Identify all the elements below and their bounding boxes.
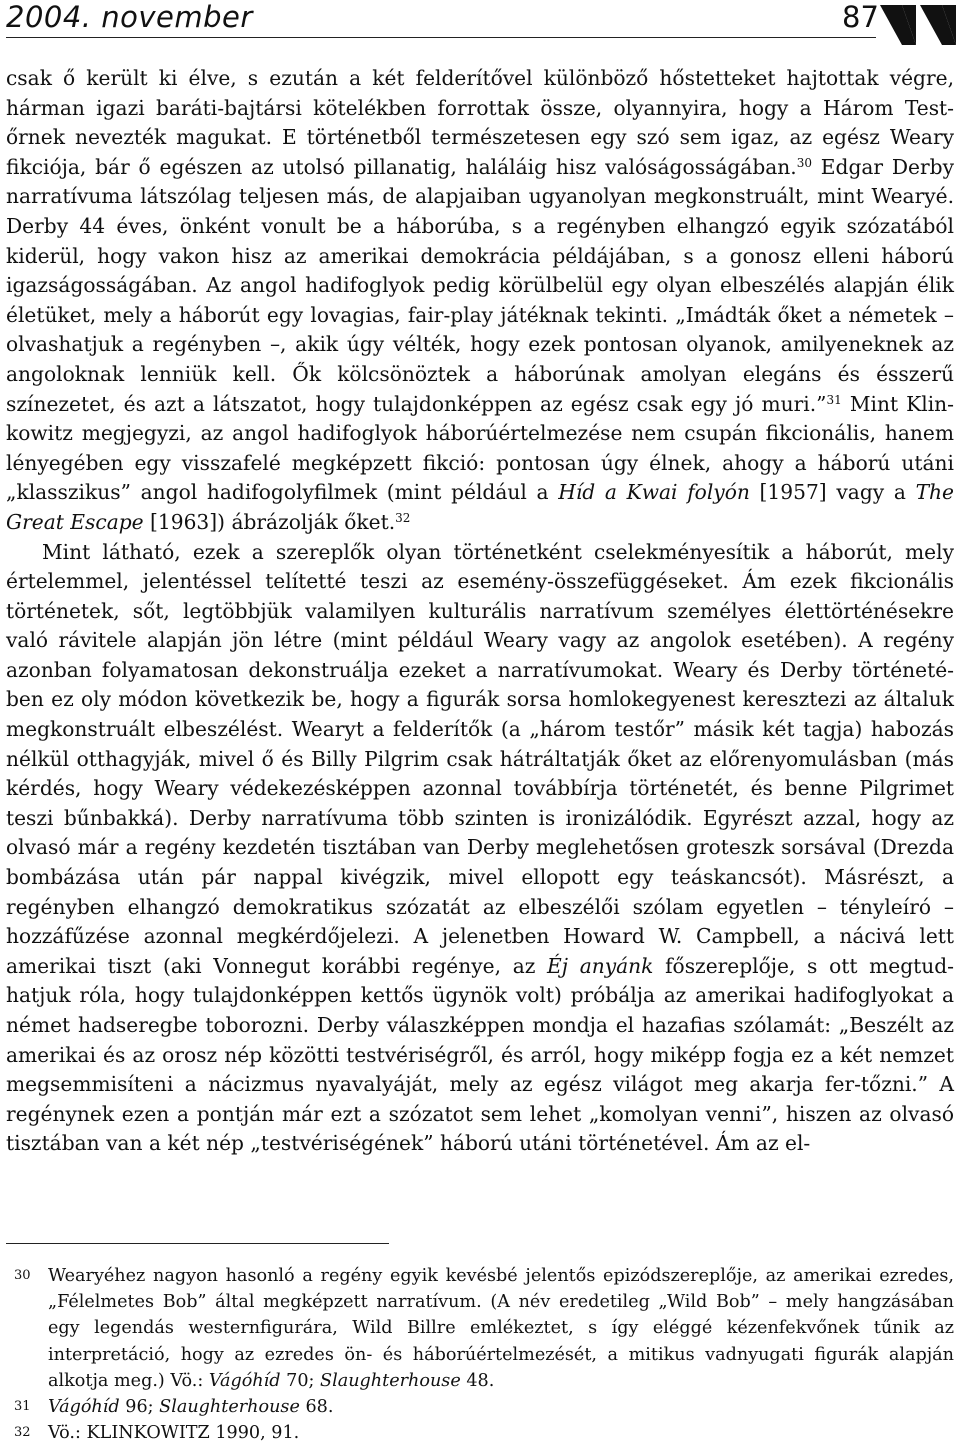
header-divider [6,37,876,38]
page-header [0,0,960,46]
main-text [6,64,954,1159]
footnote-divider [6,1243,389,1244]
footnote-31 [6,1394,954,1420]
running-title: 2004. november [6,0,253,34]
footnotes [6,1263,954,1446]
text-span: [1963]) ábrázolják őket. [143,509,396,534]
work-title: Slaughterhouse [320,1370,461,1391]
work-title: Vágóhíd [48,1397,120,1418]
publisher-logo-icon [880,5,956,45]
page-number: 87 [842,0,879,34]
footnote-ref-31[interactable]: 31 [826,392,842,407]
footnote-number: 31 [14,1399,31,1415]
footnote-text: Wearyéhez nagyon hasonló a regény egyik kevésbé jelentős epizódszereplője, az amerikai ezredes, „Félelmetes Bob” által megképzett narratívum. (A név eredetileg „Wild Bob” – mely hangzásában egy legendás westernfigurára, Wild Billre emlékeztet, s így eléggé kézenfekvőnek tűnik az interpretáció, hogy az ezredes ön- és háborúértelmezését, a mitikus vadnyugati figurák alapján alkotja meg.) Vö.: [48,1266,954,1391]
work-title: Vágóhíd [208,1370,281,1391]
work-title: Slaughterhouse [159,1397,300,1418]
text-span: [1957] vagy a [749,480,916,505]
footnote-text: 70; [280,1370,321,1391]
text-span: Mint Klin-kowitz megjegyzi, az angol hadifoglyok háborúértelmezése nem csupán fikcionális, hanem lényegében egy visszafelé megképzett fikció: pontosan úgy élnek, ahogy a háború utáni „klasszikus” angol hadifogolyfilmek (mint például a [6,391,954,505]
footnote-number: 30 [14,1268,31,1283]
footnote-text: 96; [119,1397,160,1418]
work-title: Éj anyánk [547,953,654,978]
paragraph-2 [6,538,954,1159]
footnote-text: 48. [460,1370,495,1391]
text-span: főszereplője, s ott megtud-hatjuk róla, hogy tulajdonképpen kettős ügynök volt) próbálja az amerikai hadifoglyokat a német hadseregbe toborozni. Derby válaszképpen mondja el hazafias szólamát: „Beszélt az amerikai és az orosz nép közötti testvériségről, és arról, hogy miképp fogja ez a két nemzet megsemmisíteni a nácizmus nyavalyáját, mely az egész világot meg akarja fer-tőzni.” A regénynek ezen a pontján már ezt a szózatot sem lehet „komolyan venni”, hiszen az olvasó tisztában van a két nép „testvériségének” háború utáni történetével. Ám az el- [6,953,954,1156]
work-title: The Great Escape [6,480,954,534]
text-span: csak ő került ki élve, s ezután a két felderítővel különböző hőstetteket hajtottak végre, hárman igazi baráti-bajtársi kötelékben forrottak össze, olyannyira, hogy a Három Test-őrnek nevezték magukat. E történetből természetesen egy szó sem igaz, az egész Weary fikciója, bár ő egészen az utolsó pillanatig, haláláig hisz valóságosságában. [6,66,954,179]
footnote-ref-30[interactable]: 30 [796,155,812,170]
footnote-text: 68. [299,1397,334,1418]
footnote-number: 32 [14,1425,31,1441]
footnote-text: Vö.: KLINKOWITZ 1990, 91. [48,1423,300,1444]
footnote-30 [6,1263,954,1394]
text-span: Mint látható, ezek a szereplők olyan történetként cselekményesítik a háborút, mely értelemmel, jelentéssel telítetté teszi az esemény-összefüggéseket. Ám ezek fikcionális történetek, sőt, legtöbbjük valamilyen kulturális narratívum személyes élettörténésekre való rávitele alapján jön létre (mint például Weary vagy az angolok esetében). A regény azonban folyamatosan dekonstruálja ezeket a narratívumokat. Weary és Derby történeté-ben ez oly módon következik be, hogy a figurák sorsa homlokegyenest keresztezi az általuk megkonstruált elbeszélést. Wearyt a felderítők (a „három testőr” másik két tagja) habozás nélkül otthagyják, mivel ő és Billy Pilgrim csak hátráltatják őket az előrenyomulásban (más kérdés, hogy Weary védekezésképpen azonnal továbbírja történetét, és benne Pilgrimet teszi bűnbakká). Derby narratívuma több szinten is ironizálódik. Egyrészt azzal, hogy az olvasó már a regény kezdetén tisztában van Derby meglehetősen groteszk sorsával (Drezda bombázása után pár nappal kivégzik, mivel ellopott egy teáskancsót). Másrészt, a regényben elhangzó demokratikus szózatát az elbeszélői szólam egyetlen – tényleíró – hozzáfűzése azonnal megkérdőjelezi. A jelenetben Howard W. Campbell, a nácivá lett amerikai tiszt (aki Vonnegut korábbi regénye, az [6,539,954,978]
work-title: Híd a Kwai folyón [558,480,750,505]
footnote-32 [6,1420,954,1446]
paragraph-1 [6,64,954,538]
text-span: Edgar Derby narratívuma látszólag teljesen más, de alapjaiban ugyanolyan megkonstruált, mint Wearyé. Derby 44 éves, önként vonult be a háborúba, s a regényben elhangzó egyik szózatából kiderül, hogy vakon hisz az amerikai demokrácia példájában, s a gonosz elleni háború igazságosságában. Az angol hadifoglyok pedig körülbelül egy olyan elbeszélés alapján élik életüket, mely a háborút egy lovagias, fair-play játéknak tekinti. „Imádták őket a németek – olvashatjuk a regényben –, akik úgy vélték, hogy ezek pontosan olyanok, amilyeneknek az angoloknak lenniük kell. Ők kölcsönöztek a háborúnak amolyan elegáns és ésszerű színezetet, és azt a látszatot, hogy tulajdonképpen az egész csak egy jó muri.” [6,154,954,416]
footnote-ref-32[interactable]: 32 [395,510,411,525]
